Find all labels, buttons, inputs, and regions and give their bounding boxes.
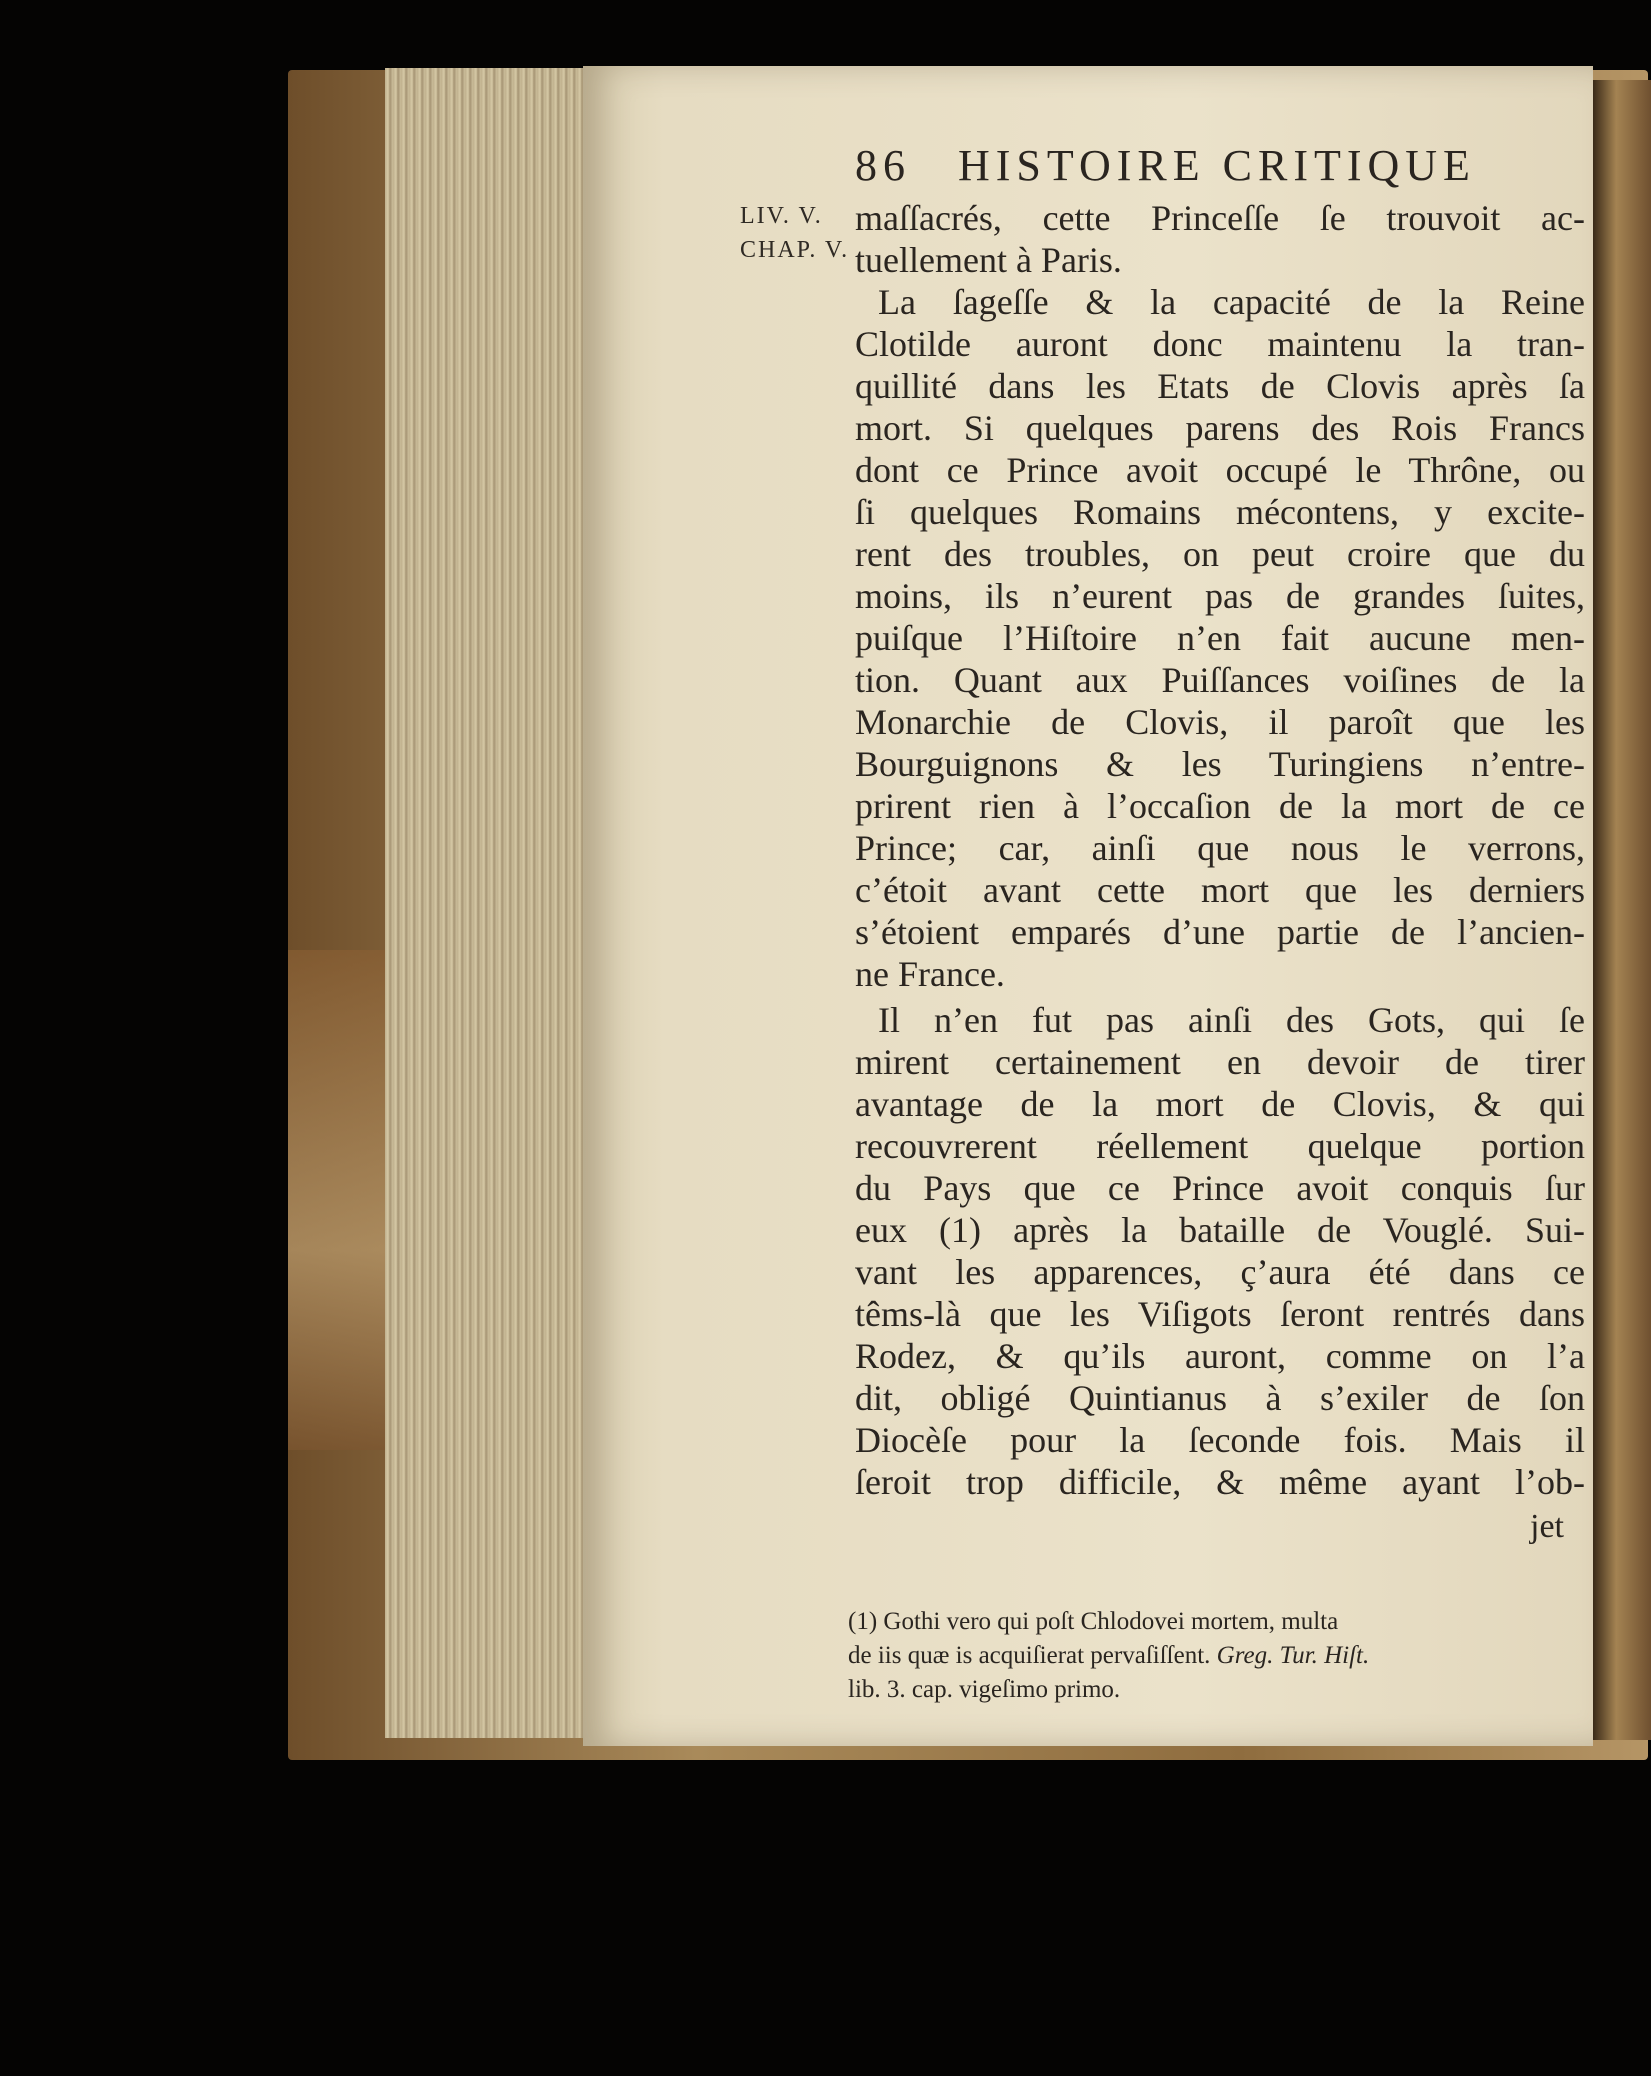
text-line: eux (1) après la bataille de Vouglé. Sui-: [855, 1210, 1585, 1250]
text-line: du Pays que ce Prince avoit conquis ſur: [855, 1168, 1585, 1208]
text-line: ne France.: [855, 954, 1005, 994]
text-line: s’étoient emparés d’une partie de l’ancien-: [855, 912, 1585, 952]
cover-leather-band: [288, 950, 398, 1450]
text-line: dit, obligé Quintianus à s’exiler de ſon: [855, 1378, 1585, 1418]
text-line: Clotilde auront donc maintenu la tran-: [855, 324, 1585, 364]
text-line: puiſque l’Hiſtoire n’en fait aucune men-: [855, 618, 1585, 658]
footnote-line: (1) Gothi vero qui poſt Chlodovei mortem, multa: [848, 1608, 1339, 1635]
text-line: recouvrerent réellement quelque portion: [855, 1126, 1585, 1166]
text-line: prirent rien à l’occaſion de la mort de ce: [855, 786, 1585, 826]
text-line: mort. Si quelques parens des Rois Francs: [855, 408, 1585, 448]
text-line: La ſageſſe & la capacité de la Reine: [878, 282, 1585, 322]
text-line: vant les apparences, ç’aura été dans ce: [855, 1252, 1585, 1292]
text-line: mirent certainement en devoir de tirer: [855, 1042, 1585, 1082]
margin-book-ref: LIV. V.: [740, 203, 823, 229]
text-line: rent des troubles, on peut croire que du: [855, 534, 1585, 574]
page-stack-edge: [385, 68, 585, 1738]
text-line: Monarchie de Clovis, il paroît que les: [855, 702, 1585, 742]
text-line: maſſacrés, cette Princeſſe ſe trouvoit ac-: [855, 198, 1585, 238]
footnote-line: [848, 1640, 1588, 1672]
text-line: quillité dans les Etats de Clovis après ſa: [855, 366, 1585, 406]
footnote-citation: Greg. Tur. Hiſt.: [1216, 1642, 1370, 1669]
text-line: moins, ils n’eurent pas de grandes ſuites,: [855, 576, 1585, 616]
catchword: jet: [1530, 1508, 1564, 1545]
text-line: têms-là que les Viſigots ſeront rentrés dans: [855, 1294, 1585, 1334]
margin-chapter-ref: CHAP. V.: [740, 237, 850, 263]
footnote-citation: lib. 3. cap. vigeſimo primo.: [848, 1676, 1121, 1703]
page-number: 86: [855, 141, 911, 190]
text-line: Prince; car, ainſi que nous le verrons,: [855, 828, 1585, 868]
text-line: Rodez, & qu’ils auront, comme on l’a: [855, 1336, 1585, 1376]
running-header: [855, 140, 1575, 191]
text-line: dont ce Prince avoit occupé le Thrône, ou: [855, 450, 1585, 490]
text-line: Bourguignons & les Turingiens n’entre-: [855, 744, 1585, 784]
facing-page-edge: [1593, 80, 1651, 1740]
text-line: tion. Quant aux Puiſſances voiſines de la: [855, 660, 1585, 700]
text-line: ſeroit trop difficile, & même ayant l’ob-: [855, 1462, 1585, 1502]
text-line: avantage de la mort de Clovis, & qui: [855, 1084, 1585, 1124]
text-line: tuellement à Paris.: [855, 240, 1122, 280]
text-line: Diocèſe pour la ſeconde fois. Mais il: [855, 1420, 1585, 1460]
text-line: c’étoit avant cette mort que les derniers: [855, 870, 1585, 910]
text-line: Il n’en fut pas ainſi des Gots, qui ſe: [878, 1000, 1585, 1040]
text-line: ſi quelques Romains mécontens, y excite-: [855, 492, 1585, 532]
running-title: HISTOIRE CRITIQUE: [958, 141, 1476, 190]
footnote-text: de iis quæ is acquiſierat pervaſiſſent.: [848, 1642, 1211, 1669]
